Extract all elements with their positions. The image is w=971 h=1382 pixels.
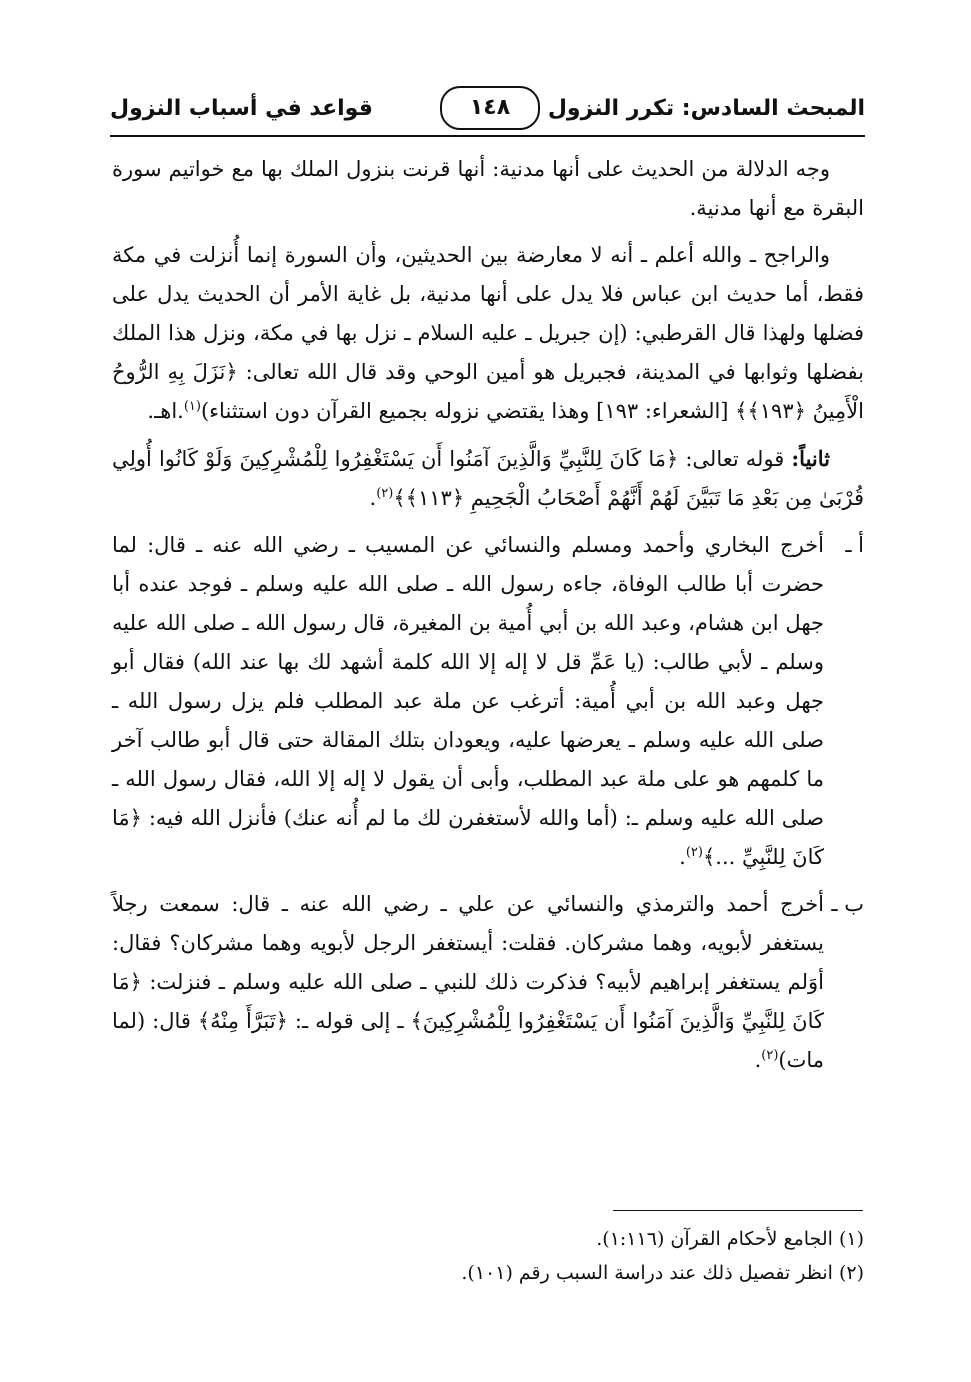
section-title: المبحث السادس: تكرر النزول: [547, 96, 865, 121]
page-header: [110, 86, 865, 136]
footnotes: [112, 1222, 864, 1290]
list-item-b-body: [112, 885, 824, 1080]
book-title: قواعد في أسباب النزول: [110, 96, 373, 121]
footnote-ref-1: (١): [183, 399, 201, 414]
paragraph-3-text: قوله تعالى: ﴿مَا كَانَ لِلنَّبِيِّ وَالَّذِينَ آمَنُوا أَن يَسْتَغْفِرُوا لِلْمُشْرِكِينَ وَلَوْ كَانُوا أُولِي قُرْبَىٰ مِن بَعْدِ مَا تَبَيَّنَ لَهُمْ أَنَّهُمْ أَصْحَابُ الْجَحِيمِ ﴿١١٣﴾﴾: [112, 447, 864, 510]
paragraph-2: [112, 236, 864, 431]
paragraph-2-text: والراجح ـ والله أعلم ـ أنه لا معارضة بين الحديثين، وأن السورة إنما أُنزلت في مكة فقط، أما حديث ابن عباس فلا يدل على أنها مدنية، بل غاية الأمر أن الحديث يدل على فضلها ولهذا قال القرطبي: (إن جبريل ـ عليه السلام ـ نزل بها في مكة، ونزل هذا الملك بفضلها وثوابها في المدينة، فجبريل هو أمين الوحي وقد قال الله تعالى: ﴿نَزَلَ بِهِ الرُّوحُ الْأَمِينُ ﴿١٩٣﴾﴾ [الشعراء: ١٩٣] وهذا يقتضي نزوله بجميع القرآن دون استثناء): [112, 243, 864, 423]
list-marker-b: ب ـ: [831, 892, 864, 916]
main-text: [112, 150, 864, 1088]
list-item-a-end: .: [679, 845, 686, 869]
list-item-a-text: أخرج البخاري وأحمد ومسلم والنسائي عن المسيب ـ رضي الله عنه ـ قال: لما حضرت أبا طالب الوفاة، جاءه رسول الله ـ صلى الله عليه وسلم ـ فوجد عنده أبا جهل ابن هشام، وعبد الله بن أبي أُمية بن المغيرة، قال رسول الله ـ صلى الله عليه وسلم ـ لأبي طالب: (يا عَمِّ قل لا إله إلا الله كلمة أشهد لك بها عند الله) فقال أبو جهل وعبد الله بن أبي أُمية: أترغب عن ملة عبد المطلب فلم يزل رسول الله ـ صلى الله عليه وسلم ـ يعرضها عليه، ويعودان بتلك المقالة حتى قال أبو طالب آخر ما كلمهم هو على ملة عبد المطلب، وأبى أن يقول لا إله إلا الله، فقال رسول الله ـ صلى الله عليه وسلم ـ: (أما والله لأستغفرن لك ما لم أُنه عنك) فأنزل الله فيه: ﴿مَا كَانَ لِلنَّبِيِّ ...﴾: [112, 533, 824, 869]
paragraph-3-label: ثانياً:: [791, 446, 830, 471]
page-number: ١٤٨: [440, 86, 540, 130]
footnote-ref-2: (٢): [376, 486, 394, 501]
header-rule: [110, 135, 865, 137]
footnote-1: (١) الجامع لأحكام القرآن (١:١١٦).: [596, 1228, 864, 1250]
list-item-a-body: [112, 526, 824, 877]
paragraph-3: [112, 439, 864, 518]
list-item-b-text: أخرج أحمد والترمذي والنسائي عن علي ـ رضي الله عنه ـ قال: سمعت رجلاً يستغفر لأبويه، وهما مشركان. فقلت: أيستغفر الرجل لأبويه وهما مشركان؟ فقال: أوَلم يستغفر إبراهيم لأبيه؟ فذكرت ذلك للنبي ـ صلى الله عليه وسلم ـ فنزلت: ﴿مَا كَانَ لِلنَّبِيِّ وَالَّذِينَ آمَنُوا أَن يَسْتَغْفِرُوا لِلْمُشْرِكِينَ﴾ ـ إلى قوله ـ: ﴿تَبَرَّأَ مِنْهُ﴾ قال: (لما مات): [112, 892, 824, 1072]
list-item-b-end: .: [754, 1048, 762, 1072]
paragraph-3-end: .: [369, 486, 377, 510]
list-marker-a: أ ـ: [845, 533, 864, 557]
footnote-ref-3: (٢): [685, 845, 703, 860]
list-item-b: [112, 885, 864, 1080]
footnote-2: (٢) انظر تفصيل ذلك عند دراسة السبب رقم (١٠١).: [461, 1262, 864, 1284]
paragraph-2-end: .اهـ.: [147, 399, 184, 423]
footnote-rule: [613, 1210, 863, 1211]
footnote-ref-4: (٢): [761, 1048, 779, 1063]
paragraph-1: وجه الدلالة من الحديث على أنها مدنية: أنها قرنت بنزول الملك بها مع خواتيم سورة البقرة مع أنها مدنية.: [112, 157, 864, 220]
list-item-a: [112, 526, 864, 877]
